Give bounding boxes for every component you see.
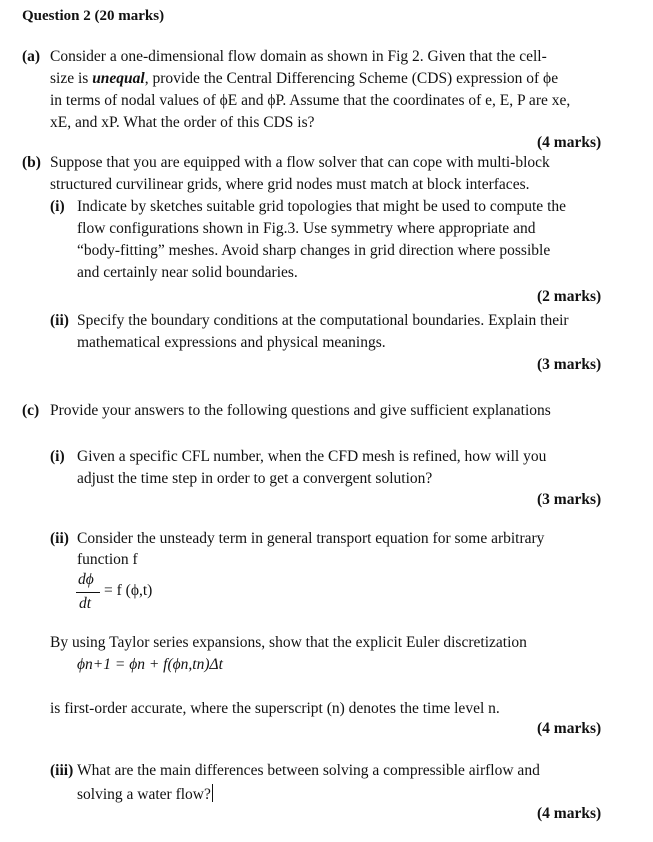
part-b-i-label: (i) xyxy=(50,198,65,215)
part-a-line-2-pre: size is xyxy=(50,70,93,87)
ode-rhs: = f (ϕ,t) xyxy=(104,582,153,599)
part-a-line-2-post: , provide the Central Differencing Scheme (CDS) expression of ϕe xyxy=(144,70,559,87)
part-c-iii-line-1: What are the main differences between solving a compressible airflow and xyxy=(77,762,540,779)
part-c-iii-label: (iii) xyxy=(50,762,74,779)
fraction-bar xyxy=(76,592,100,593)
part-a-label: (a) xyxy=(22,48,41,65)
part-a-line-4: xE, and xP. What the order of this CDS is? xyxy=(50,114,315,131)
part-c-iii-line-2[interactable] xyxy=(77,784,213,804)
part-b-i-line-4: and certainly near solid boundaries. xyxy=(77,264,298,281)
part-c-ii-line-2: function f xyxy=(77,551,138,568)
part-b-i-line-3: “body-fitting” meshes. Avoid sharp changes in grid direction where possible xyxy=(77,242,551,259)
part-c-i-label: (i) xyxy=(50,448,65,465)
part-c-ii-label: (ii) xyxy=(50,530,69,547)
ode-numerator: dϕ xyxy=(78,571,94,588)
part-b-label: (b) xyxy=(22,154,41,171)
part-a-line-2 xyxy=(50,70,558,88)
part-c-ii-marks: (4 marks) xyxy=(537,720,602,737)
part-b-ii-marks: (3 marks) xyxy=(537,356,602,373)
part-c-i-line-1: Given a specific CFL number, when the CFD mesh is refined, how will you xyxy=(77,448,547,465)
part-c-ii-line-1: Consider the unsteady term in general transport equation for some arbitrary xyxy=(77,530,545,547)
part-b-ii-label: (ii) xyxy=(50,312,69,329)
part-b-ii-line-2: mathematical expressions and physical meanings. xyxy=(77,334,386,351)
part-b-line-2: structured curvilinear grids, where grid nodes must match at block interfaces. xyxy=(50,176,530,193)
part-a-marks: (4 marks) xyxy=(537,134,602,151)
taylor-line: By using Taylor series expansions, show that the explicit Euler discretization xyxy=(50,634,527,651)
accuracy-line: is first-order accurate, where the superscript (n) denotes the time level n. xyxy=(50,700,500,717)
part-a-line-1: Consider a one-dimensional flow domain as shown in Fig 2. Given that the cell- xyxy=(50,48,547,65)
part-c-i-marks: (3 marks) xyxy=(537,491,602,508)
ode-equation xyxy=(76,571,176,615)
question-title: Question 2 (20 marks) xyxy=(22,8,165,24)
text-cursor xyxy=(212,784,213,802)
part-a-line-3: in terms of nodal values of ϕE and ϕP. Assume that the coordinates of e, E, P are xe, xyxy=(50,92,571,109)
euler-equation: ϕn+1 = ϕn + f(ϕn,tn)Δt xyxy=(77,656,223,673)
part-c-label: (c) xyxy=(22,402,40,419)
part-c-line: Provide your answers to the following questions and give sufficient explanations xyxy=(50,402,551,419)
part-b-i-line-1: Indicate by sketches suitable grid topologies that might be used to compute the xyxy=(77,198,566,215)
part-b-ii-line-1: Specify the boundary conditions at the computational boundaries. Explain their xyxy=(77,312,569,329)
ode-denominator: dt xyxy=(79,595,92,612)
unequal-emphasis: unequal xyxy=(92,70,145,87)
part-c-i-line-2: adjust the time step in order to get a convergent solution? xyxy=(77,470,433,487)
part-c-iii-line-2-text: solving a water flow? xyxy=(77,786,211,803)
part-b-i-line-2: flow configurations shown in Fig.3. Use symmetry where appropriate and xyxy=(77,220,536,237)
part-b-i-marks: (2 marks) xyxy=(537,288,602,305)
part-c-iii-marks: (4 marks) xyxy=(537,805,602,822)
part-b-line-1: Suppose that you are equipped with a flow solver that can cope with multi-block xyxy=(50,154,550,171)
